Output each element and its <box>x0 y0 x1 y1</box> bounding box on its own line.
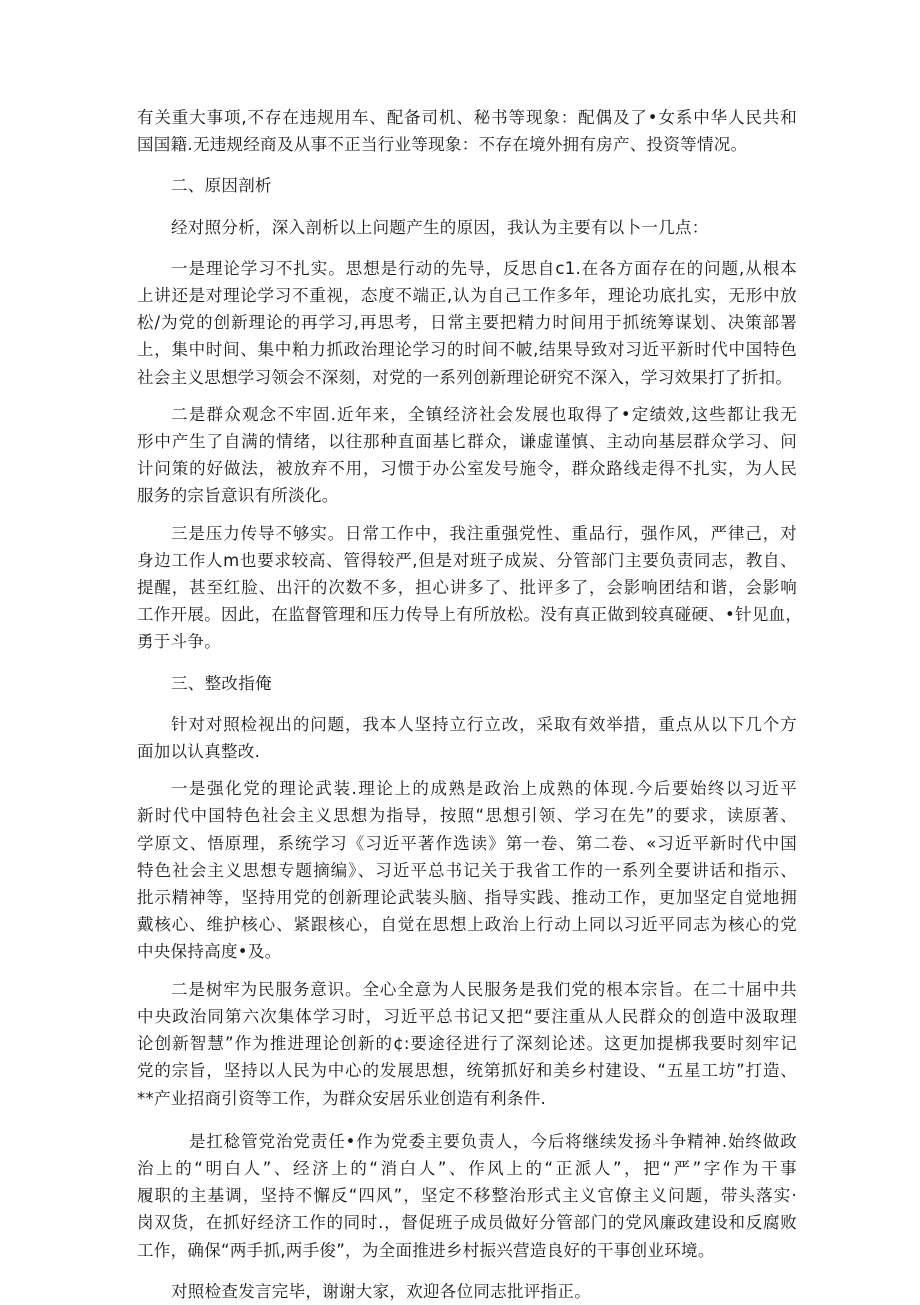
text-line: 身边工作人m也要求较高、管得较严,但是对班子成炭、分管部门主要负责同志，教自、 <box>137 550 797 570</box>
paragraph-rectification-intro <box>137 711 797 765</box>
text-line: 特色社会主义思想专题摘编》、习近平总书记关于我省工作的一系列全要讲话和指示、 <box>137 860 797 880</box>
text-line: 针对对照检视出的问题，我本人坚持立行立改，采取有效举措，重点从以下几个方 <box>171 714 797 734</box>
section-heading-cause-analysis: 二、原因剖析 <box>171 176 272 196</box>
text-line: 三是压力传导不够实。日常工作中，我注重强党性、重品行，强作风，严律己，对 <box>171 523 797 543</box>
paragraph-theory-study <box>137 255 797 391</box>
text-line: **产业招商引资等工作，为群众安居乐业创造有利条件. <box>137 1088 547 1108</box>
document-body <box>137 104 803 1305</box>
text-line: 是扛稔管党治党责任•作为党委主要负责人，今后将继续发扬斗争精神.始终做政 <box>189 1131 797 1151</box>
text-line: 戴核心、维护核心、紧跟核心，自觉在思想上政治上行动上同以习近平同志为核心的党 <box>137 915 797 935</box>
text-line: 上，集中时间、集中粕力抓政治理论学习的时间不帔,结果导致对习近平新时代中国特色 <box>137 340 797 360</box>
text-line: 有关重大事项,不存在违规用车、配备司机、秘书等现象：配偶及了•女系中华人民共和 <box>137 108 797 127</box>
text-line: 一是理论学习不扎实。思想是行动的先导，反思自c1.在各方面存在的问题,从根本 <box>171 258 797 278</box>
paragraph-pressure-transfer <box>137 520 803 656</box>
text-line: 岗双货，在抓好经济工作的同时.，督促班子成员做好分管部门的党风廉政建设和反腐败 <box>137 1213 797 1233</box>
text-line: 面加以认真整改. <box>137 742 261 762</box>
text-line: 形中产生了自满的情绪，以往那种直面基匕群众，谦虚谨慎、主动向基层群众学习、问 <box>137 432 797 452</box>
text-line: 二是树牢为民服务意识。全心全意为人民服务是我们党的根本宗旨。在二十届中共 <box>171 979 797 999</box>
paragraph-mass-concept <box>137 401 797 510</box>
text-line: 工作，确保“两手抓,两手俊”，为全面推进乡村振兴营造良好的干事创业环境。 <box>137 1240 715 1260</box>
paragraph-theory-arming <box>137 775 797 965</box>
text-line: 二是群众观念不牢固.近年来，全镇经济社会发展也取得了•定绩效,这些都让我无 <box>171 404 797 424</box>
text-line: 新时代中国特色社会主义思想为指导，按照“思想引领、学习在先”的要求，读原著、 <box>137 806 797 826</box>
text-line: 一是强化党的理论武装.理论上的成熟是政治上成熟的体现.今后要始终以习近平 <box>171 779 797 799</box>
text-line: 国国籍.无违规经商及从事不正当行业等现象：不存在境外拥有房产、投资等情况。 <box>137 135 748 155</box>
text-line: 勇于斗争。 <box>137 632 221 652</box>
paragraph-closing: 对照检查发言完毕，谢谢大家，欢迎各位同志批评指正。 <box>171 1281 591 1301</box>
text-line: 服务的宗旨意识有所淡化。 <box>137 486 339 506</box>
text-line: 履职的主基调，坚持不懈反“四风”，坚定不移整治形式主义官僚主义问题，带头落实· <box>137 1186 797 1206</box>
paragraph-party-governance <box>137 1128 797 1264</box>
text-line: 工作开展。因此，在监督管理和压力传导上有所放松。没有真正做到较真碰硬、•针见血， <box>137 605 803 625</box>
text-line: 松/为党的创新理论的再学习,再思考，日常主要把精力时间用于抓统筹谋划、决策部署 <box>137 313 797 333</box>
section-heading-rectification: 三、整改指俺 <box>171 673 272 693</box>
paragraph-serve-people <box>137 976 797 1112</box>
text-line: 上讲还是对理论学习不重视，态度不端正,认为自己工作多年，理论功底扎实，无形中放 <box>137 286 797 306</box>
text-line: 社会主义思想学习领会不深刻，对党的一系列创新理论研究不深入，学习效果打了折扣。 <box>137 367 793 387</box>
text-line: 计问策的好做法，被放弃不用，习惯于办公室发号施令，群众路线走得不扎实，为人民 <box>137 459 797 479</box>
paragraph-declaration <box>137 104 797 158</box>
text-line: 治上的“明白人”、经济上的“消白人”、作风上的“正派人”，把“严”字作为干事 <box>137 1158 797 1178</box>
text-line: 中央保持高度•及。 <box>137 942 282 962</box>
text-line: 中央政治同第六次集体学习时，习近平总书记又把“要注重从人民群众的创造中汲取理 <box>137 1006 797 1026</box>
text-line: 批示精神等，坚持用党的创新理论武装头脑、指导实践、推动工作，更加坚定自觉地拥 <box>137 888 797 908</box>
text-line: 党的宗旨，坚持以人民为中心的发展思想，统第抓好和美乡村建设、“五星工坊”打造、 <box>137 1061 797 1081</box>
paragraph-analysis-intro: 经对照分析，深入剖析以上问题产生的原因，我认为主要有以卜一几点： <box>171 217 709 237</box>
text-line: 学原文、悟原理，系统学习《习近平著作选读》第一卷、第二卷、«习近平新时代中国 <box>137 833 797 853</box>
text-line: 提醒，甚至红脸、出汗的次数不多，担心讲多了、批评多了，会影响团结和谐，会影响 <box>137 578 797 598</box>
text-line: 论创新智慧”作为推进理论创新的¢:要途径进行了深刻论述。这更加提梆我要时刻牢记 <box>137 1034 797 1054</box>
